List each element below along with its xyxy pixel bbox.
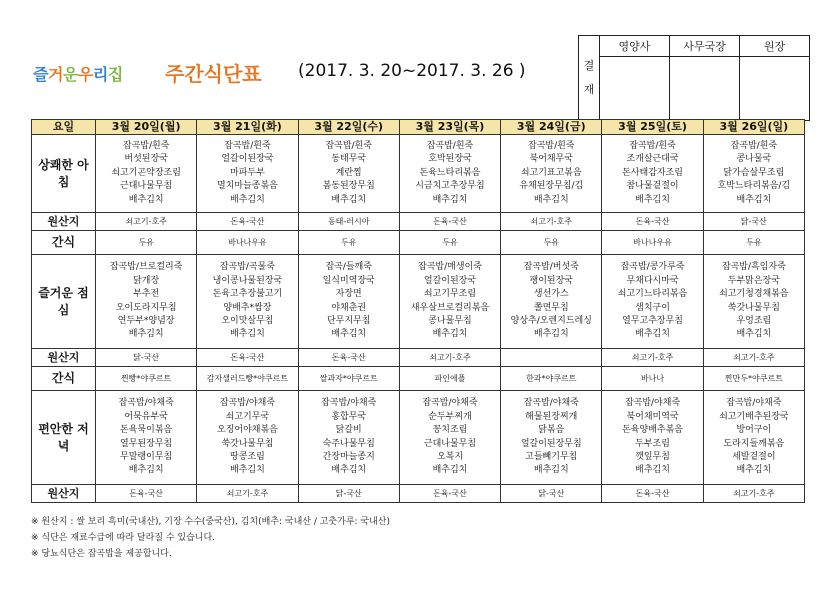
menu-item: 잡곡밥/야채죽 bbox=[118, 398, 174, 409]
menu-item: 열무고추장무침 bbox=[622, 315, 683, 326]
menu-item: 쇠고기-호주 bbox=[733, 488, 775, 498]
menu-item: 배추김치 bbox=[128, 329, 164, 340]
day-header: 3월 21일(화) bbox=[197, 120, 298, 135]
menu-item: 숙주나물무침 bbox=[322, 438, 375, 449]
menu-item: 시금치고추장무침 bbox=[415, 181, 485, 192]
menu-item: 두유 bbox=[340, 237, 357, 247]
menu-item: 닭-국산 bbox=[538, 488, 565, 498]
signature-cell bbox=[600, 57, 670, 121]
row-label: 원산지 bbox=[32, 485, 96, 503]
meal-cell bbox=[298, 391, 399, 485]
menu-item: 쇠고기표고볶음 bbox=[520, 167, 582, 178]
menu-item: 닭개장 bbox=[133, 275, 160, 286]
weekly-menu-table bbox=[31, 119, 805, 503]
approval-col-manager: 사무국장 bbox=[670, 36, 740, 57]
menu-item: 새우살브로컬리볶음 bbox=[410, 302, 490, 313]
origin-cell bbox=[96, 349, 197, 367]
menu-item: 쑥갓나물무침 bbox=[221, 438, 274, 449]
menu-item: 바나나우유 bbox=[633, 237, 672, 247]
approval-col-dietitian: 영양사 bbox=[600, 36, 670, 57]
menu-item: 얼갈이된장국 bbox=[221, 154, 274, 165]
menu-item: 두유 bbox=[442, 237, 458, 247]
meal-cell bbox=[501, 255, 602, 349]
meal-cell bbox=[602, 135, 703, 213]
menu-item: 쇠고기무조림 bbox=[423, 289, 477, 300]
menu-item: 마파두부 bbox=[230, 167, 265, 178]
menu-item: 배추김치 bbox=[533, 194, 569, 205]
menu-item: 잡곡밥/흰죽 bbox=[426, 141, 474, 152]
menu-item: 배추김치 bbox=[736, 465, 772, 476]
menu-item: 잡곡밥/흰죽 bbox=[629, 141, 676, 152]
menu-item: 우엉조림 bbox=[736, 315, 772, 326]
day-header: 3월 23일(목) bbox=[399, 120, 500, 135]
menu-item: 배추김치 bbox=[230, 465, 265, 476]
row-label: 즐거운 점 심 bbox=[32, 255, 96, 349]
snack-cell bbox=[197, 231, 298, 255]
menu-item: 간장마늘종지 bbox=[322, 451, 375, 462]
footnote: ※ 당뇨식단은 잡곡밥을 제공합니다. bbox=[31, 549, 172, 559]
menu-item: 쇠고기-호주 bbox=[125, 216, 167, 226]
menu-row bbox=[32, 255, 805, 349]
menu-item: 잡곡/들깨죽 bbox=[325, 262, 372, 273]
logo-char: 집 bbox=[107, 65, 123, 84]
menu-item: 잡곡밥/브로컬리죽 bbox=[109, 262, 183, 273]
snack-cell bbox=[399, 231, 500, 255]
menu-item: 양배추*쌈장 bbox=[223, 302, 272, 313]
day-header: 3월 24일(금) bbox=[501, 120, 602, 135]
menu-item: 세발겉절이 bbox=[732, 451, 776, 462]
menu-item: 돈육-국산 bbox=[129, 488, 164, 498]
row-label: 간식 bbox=[32, 231, 96, 255]
logo bbox=[33, 62, 123, 85]
snack-cell bbox=[703, 367, 804, 391]
meal-cell bbox=[602, 255, 703, 349]
menu-item: 돈육양배추볶음 bbox=[622, 425, 683, 436]
menu-item: 쌀과자*야쿠르트 bbox=[319, 373, 378, 383]
approval-col-director: 원장 bbox=[740, 36, 810, 57]
menu-item: 오징어야채볶음 bbox=[216, 425, 278, 436]
origin-cell bbox=[197, 349, 298, 367]
meal-cell bbox=[501, 135, 602, 213]
menu-item: 방어구이 bbox=[736, 425, 772, 436]
menu-item: 열무된장무침 bbox=[120, 438, 173, 449]
origin-cell bbox=[399, 349, 500, 367]
menu-item: 잡곡밥/야채죽 bbox=[219, 398, 276, 409]
meal-cell bbox=[298, 255, 399, 349]
menu-item: 잡곡밥/야채죽 bbox=[726, 398, 782, 409]
meal-cell bbox=[703, 135, 804, 213]
meal-cell bbox=[703, 391, 804, 485]
meal-cell bbox=[197, 255, 298, 349]
menu-row bbox=[32, 231, 805, 255]
menu-item: 잡곡밥/흰죽 bbox=[122, 141, 170, 152]
snack-cell bbox=[501, 231, 602, 255]
menu-item: 배추김치 bbox=[533, 465, 569, 476]
menu-item: 콩나물무침 bbox=[428, 315, 472, 326]
menu-item: 호박된장국 bbox=[428, 154, 472, 165]
origin-cell bbox=[703, 485, 804, 503]
menu-item: 배추김치 bbox=[635, 194, 670, 205]
menu-item: 홍합무국 bbox=[331, 411, 367, 422]
logo-char: 거 bbox=[47, 65, 63, 84]
menu-item: 배추김치 bbox=[128, 465, 164, 476]
menu-item: 쇠고기-호주 bbox=[429, 352, 471, 362]
menu-item: 두부맑은장국 bbox=[727, 275, 780, 286]
menu-item: 찐만두*야쿠르트 bbox=[724, 373, 783, 383]
menu-row bbox=[32, 135, 805, 213]
menu-item: 잡곡밥/버섯죽 bbox=[523, 262, 579, 273]
menu-item: 잡곡밥/곡물죽 bbox=[219, 262, 276, 273]
menu-item: 부추전 bbox=[133, 289, 160, 300]
menu-item: 돈육-국산 bbox=[230, 216, 265, 226]
logo-char: 우 bbox=[77, 65, 93, 84]
menu-item: 오이도라지무침 bbox=[115, 302, 177, 313]
menu-item: 버섯된장국 bbox=[124, 154, 168, 165]
menu-item: 쇠고기-호주 bbox=[530, 216, 573, 226]
origin-cell bbox=[602, 485, 703, 503]
snack-cell bbox=[602, 231, 703, 255]
menu-item: 유채된장무침/김 bbox=[519, 181, 584, 192]
signature-cell bbox=[670, 57, 740, 121]
menu-item: 오복지 bbox=[436, 451, 464, 462]
menu-item: 무채다시마국 bbox=[626, 275, 679, 286]
menu-item: 돈육고추장불고기 bbox=[212, 289, 283, 300]
menu-item: 얼갈이된장국 bbox=[423, 275, 477, 286]
menu-item: 쫄면무침 bbox=[533, 302, 569, 313]
menu-item: 쇠고기느타리볶음 bbox=[617, 289, 688, 300]
signature-cell bbox=[740, 57, 810, 121]
menu-item: 닭볶음 bbox=[538, 425, 565, 436]
origin-cell bbox=[298, 485, 399, 503]
menu-item: 돈육-국산 bbox=[433, 488, 467, 498]
menu-item: 얼갈이된장무침 bbox=[520, 438, 582, 449]
menu-item: 잡곡밥/야채죽 bbox=[321, 398, 377, 409]
approval-label: 결 재 bbox=[579, 36, 600, 121]
snack-cell bbox=[197, 367, 298, 391]
menu-item: 배추김치 bbox=[432, 194, 468, 205]
origin-cell bbox=[501, 485, 602, 503]
origin-cell bbox=[399, 485, 500, 503]
logo-char: 리 bbox=[92, 65, 108, 84]
menu-item: 배추김치 bbox=[432, 329, 468, 340]
meal-cell bbox=[501, 391, 602, 485]
menu-item: 쇠고기-호주 bbox=[631, 352, 674, 362]
menu-item: 닭-국산 bbox=[335, 488, 362, 498]
row-label: 편안한 저 녁 bbox=[32, 391, 96, 485]
menu-item: 바나나우유 bbox=[228, 237, 267, 247]
menu-item: 배추김치 bbox=[331, 329, 367, 340]
menu-item: 어묵유부국 bbox=[124, 411, 168, 422]
menu-item: 쇠고기곤약장조림 bbox=[111, 167, 181, 178]
menu-item: 무말랭이무침 bbox=[120, 451, 173, 462]
snack-cell bbox=[96, 367, 197, 391]
menu-item: 배추김치 bbox=[230, 194, 265, 205]
menu-item: 동태-러시아 bbox=[327, 216, 370, 226]
menu-row bbox=[32, 485, 805, 503]
snack-cell bbox=[399, 367, 500, 391]
origin-cell bbox=[501, 349, 602, 367]
menu-item: 돈육-국산 bbox=[230, 352, 265, 362]
menu-item: 쇠고기청경채볶음 bbox=[719, 289, 789, 300]
menu-item: 배추김치 bbox=[128, 194, 164, 205]
menu-item: 닭가슴살무조림 bbox=[723, 167, 785, 178]
menu-item: 단무지무침 bbox=[326, 315, 371, 326]
meal-cell bbox=[96, 135, 197, 213]
snack-cell bbox=[298, 231, 399, 255]
menu-item: 한과*야쿠르트 bbox=[526, 373, 577, 383]
origin-cell bbox=[197, 213, 298, 231]
menu-item: 잡곡밥/야채죽 bbox=[624, 398, 681, 409]
menu-item: 잡곡밥/흑임자죽 bbox=[721, 262, 786, 273]
origin-cell bbox=[703, 349, 804, 367]
origin-cell bbox=[96, 485, 197, 503]
menu-item: 돈육느타리볶음 bbox=[419, 167, 481, 178]
menu-item: 계란찜 bbox=[335, 167, 362, 178]
approval-box bbox=[578, 35, 810, 121]
menu-item: 잡곡밥/흰죽 bbox=[730, 141, 778, 152]
menu-item: 샘치구이 bbox=[635, 302, 670, 313]
menu-item: 배추김치 bbox=[533, 329, 569, 340]
menu-item: 배추김치 bbox=[331, 465, 367, 476]
menu-item: 배추김치 bbox=[230, 329, 265, 340]
menu-item: 배추김치 bbox=[331, 194, 367, 205]
menu-item: 돈육-국산 bbox=[433, 216, 467, 226]
menu-item: 근대나물무침 bbox=[423, 438, 477, 449]
menu-item: 양상추/오렌지드레싱 bbox=[510, 315, 592, 326]
menu-item: 쑥갓나물무침 bbox=[727, 302, 780, 313]
menu-item: 돈육묵이볶음 bbox=[120, 425, 173, 436]
meal-cell bbox=[96, 255, 197, 349]
footnote: ※ 원산지 : 쌀 보리 흑미(국내산), 기장 수수(중국산), 김치(배추: 국내산 / 고춧가루: 국내산) bbox=[31, 517, 390, 527]
menu-item: 도라지들깨볶음 bbox=[723, 438, 785, 449]
header-weekday-label: 요일 bbox=[32, 120, 96, 135]
menu-item: 꽁치조림 bbox=[432, 425, 468, 436]
menu-item: 두부조림 bbox=[635, 438, 670, 449]
menu-item: 근대나물무침 bbox=[120, 181, 173, 192]
meal-cell bbox=[399, 135, 500, 213]
menu-item: 일식미역장국 bbox=[322, 275, 375, 286]
menu-item: 돈육-국산 bbox=[331, 352, 366, 362]
footnote: ※ 식단은 재료수급에 따라 달라질 수 있습니다. bbox=[31, 533, 216, 543]
menu-item: 찐빵*야쿠르트 bbox=[120, 373, 172, 383]
menu-item bbox=[501, 351, 601, 364]
row-label: 간식 bbox=[32, 367, 96, 391]
menu-row bbox=[32, 391, 805, 485]
menu-item: 콩나물국 bbox=[736, 154, 772, 165]
menu-item: 오이맛살무침 bbox=[221, 315, 274, 326]
snack-cell bbox=[501, 367, 602, 391]
snack-cell bbox=[298, 367, 399, 391]
origin-cell bbox=[602, 349, 703, 367]
meal-cell bbox=[197, 391, 298, 485]
day-header: 3월 25일(토) bbox=[602, 120, 703, 135]
menu-item: 봄동된장무침 bbox=[322, 181, 375, 192]
menu-item: 배추김치 bbox=[635, 329, 670, 340]
menu-item: 순두부찌개 bbox=[428, 411, 472, 422]
page-title: 주간식단표 bbox=[165, 62, 262, 86]
meal-cell bbox=[96, 391, 197, 485]
menu-item: 쇠고기무국 bbox=[225, 411, 270, 422]
origin-cell bbox=[399, 213, 500, 231]
menu-item: 잡곡밥/야채죽 bbox=[523, 398, 579, 409]
menu-item: 북어채무국 bbox=[529, 154, 573, 165]
snack-cell bbox=[602, 367, 703, 391]
menu-item: 감자샐러드빵*야쿠르트 bbox=[206, 373, 289, 383]
menu-item: 닭-국산 bbox=[133, 352, 160, 362]
menu-item: 야채춘권 bbox=[331, 302, 367, 313]
menu-item: 잡곡밥/야채죽 bbox=[422, 398, 478, 409]
menu-item: 닭-국산 bbox=[740, 216, 767, 226]
menu-item: 북어채미역국 bbox=[626, 411, 679, 422]
logo-char: 운 bbox=[62, 65, 78, 84]
menu-item: 생선가스 bbox=[533, 289, 569, 300]
menu-item: 호박느타리볶음/김 bbox=[717, 181, 791, 192]
menu-item: 배추김치 bbox=[432, 465, 468, 476]
menu-item: 연두부*양념장 bbox=[117, 315, 175, 326]
menu-row bbox=[32, 367, 805, 391]
day-header: 3월 22일(수) bbox=[298, 120, 399, 135]
meal-cell bbox=[399, 255, 500, 349]
menu-item: 돈사태감자조림 bbox=[622, 167, 683, 178]
logo-char: 즐 bbox=[33, 65, 48, 84]
menu-item: 돈육-국산 bbox=[635, 488, 670, 498]
snack-cell bbox=[96, 231, 197, 255]
row-label: 원산지 bbox=[32, 213, 96, 231]
menu-item: 잡곡밥/흰죽 bbox=[224, 141, 271, 152]
menu-item: 배추김치 bbox=[635, 465, 670, 476]
menu-item: 두유 bbox=[543, 237, 559, 247]
menu-item: 배추김치 bbox=[736, 194, 772, 205]
menu-row bbox=[32, 349, 805, 367]
menu-item: 두유 bbox=[746, 237, 762, 247]
menu-item: 조개살근대국 bbox=[626, 154, 679, 165]
menu-row bbox=[32, 213, 805, 231]
menu-item: 깻잎무침 bbox=[635, 451, 670, 462]
origin-cell bbox=[298, 213, 399, 231]
meal-cell bbox=[197, 135, 298, 213]
footnotes bbox=[31, 514, 390, 562]
meal-cell bbox=[602, 391, 703, 485]
origin-cell bbox=[197, 485, 298, 503]
menu-item: 잡곡밥/흰죽 bbox=[325, 141, 372, 152]
menu-item: 파인애플 bbox=[434, 373, 466, 383]
origin-cell bbox=[703, 213, 804, 231]
menu-item: 팽이된장국 bbox=[529, 275, 573, 286]
menu-item: 쇠고기-호주 bbox=[733, 352, 775, 362]
day-header: 3월 26일(일) bbox=[703, 120, 804, 135]
meal-cell bbox=[399, 391, 500, 485]
origin-cell bbox=[501, 213, 602, 231]
origin-cell bbox=[602, 213, 703, 231]
menu-item: 동태무국 bbox=[331, 154, 367, 165]
row-label: 상쾌한 아 침 bbox=[32, 135, 96, 213]
day-header: 3월 20일(월) bbox=[96, 120, 197, 135]
row-label: 원산지 bbox=[32, 349, 96, 367]
menu-item: 쇠고기배추된장국 bbox=[719, 411, 789, 422]
menu-item: 쇠고기-호주 bbox=[226, 488, 269, 498]
snack-cell bbox=[703, 231, 804, 255]
menu-item: 닭갈비 bbox=[335, 425, 362, 436]
meal-cell bbox=[298, 135, 399, 213]
menu-item: 땅콩조림 bbox=[230, 451, 265, 462]
menu-period: (2017. 3. 20~2017. 3. 26 ) bbox=[298, 61, 526, 81]
menu-item: 고들빼기무침 bbox=[525, 451, 578, 462]
menu-item: 해물된장찌개 bbox=[525, 411, 578, 422]
menu-item: 두유 bbox=[138, 237, 154, 247]
menu-item: 잡곡밥/흰죽 bbox=[528, 141, 575, 152]
origin-cell bbox=[298, 349, 399, 367]
menu-item: 잡곡밥/매생이죽 bbox=[418, 262, 482, 273]
menu-item: 참나물겉절이 bbox=[626, 181, 679, 192]
menu-item: 멸치마늘종볶음 bbox=[216, 181, 278, 192]
menu-item: 배추김치 bbox=[736, 329, 772, 340]
menu-item: 돈육-국산 bbox=[635, 216, 670, 226]
menu-item: 자장면 bbox=[335, 289, 362, 300]
menu-item: 냉이콩나물된장국 bbox=[212, 275, 283, 286]
meal-cell bbox=[703, 255, 804, 349]
origin-cell bbox=[96, 213, 197, 231]
menu-item: 바나나 bbox=[640, 373, 665, 383]
menu-item: 잡곡밥/콩가루죽 bbox=[620, 262, 685, 273]
